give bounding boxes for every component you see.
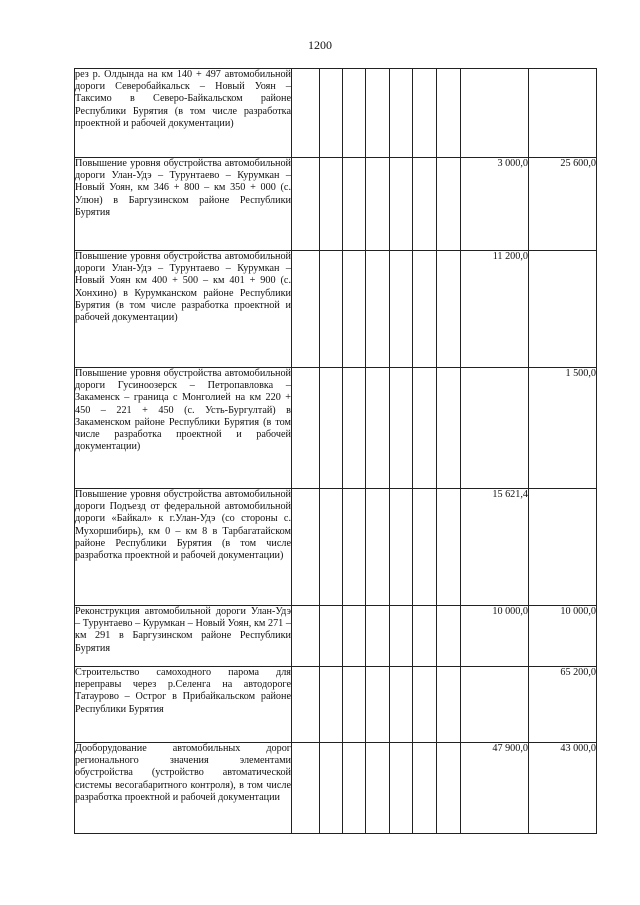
empty-cell xyxy=(320,606,343,667)
table-row xyxy=(75,368,597,489)
empty-cell xyxy=(413,69,437,158)
table-row xyxy=(75,158,597,251)
empty-cell xyxy=(390,251,413,368)
amount-col-1 xyxy=(461,667,529,743)
empty-cell xyxy=(390,368,413,489)
budget-table xyxy=(74,68,597,834)
empty-cell xyxy=(413,158,437,251)
empty-cell xyxy=(320,489,343,606)
empty-cell xyxy=(320,368,343,489)
empty-cell xyxy=(292,69,320,158)
empty-cell xyxy=(366,606,390,667)
empty-cell xyxy=(343,606,366,667)
empty-cell xyxy=(413,251,437,368)
empty-cell xyxy=(413,606,437,667)
table-row xyxy=(75,69,597,158)
project-description: Дооборудование автомобильных дорог регионального значения элементами обустройства (устройство автоматической системы весогабаритного контроля), в том числе разработка проектной и рабочей документации xyxy=(75,743,292,834)
empty-cell xyxy=(437,606,461,667)
empty-cell xyxy=(437,667,461,743)
empty-cell xyxy=(390,743,413,834)
empty-cell xyxy=(437,368,461,489)
empty-cell xyxy=(343,251,366,368)
project-description: рез р. Олдында на км 140 + 497 автомобильной дороги Северобайкальск – Новый Уоян – Таксимо в Северо-Байкальском районе Республики Бурятия (в том числе разработка проектной и рабочей документации) xyxy=(75,69,292,158)
amount-col-1 xyxy=(461,69,529,158)
amount-col-1 xyxy=(461,368,529,489)
empty-cell xyxy=(390,158,413,251)
empty-cell xyxy=(390,69,413,158)
empty-cell xyxy=(413,368,437,489)
table-row xyxy=(75,606,597,667)
table-row xyxy=(75,743,597,834)
empty-cell xyxy=(437,251,461,368)
empty-cell xyxy=(413,489,437,606)
empty-cell xyxy=(343,489,366,606)
empty-cell xyxy=(292,606,320,667)
empty-cell xyxy=(292,251,320,368)
empty-cell xyxy=(343,69,366,158)
empty-cell xyxy=(292,368,320,489)
empty-cell xyxy=(292,489,320,606)
empty-cell xyxy=(320,251,343,368)
project-description: Повышение уровня обустройства автомобильной дороги Подъезд от федеральной автомобильной дороги «Байкал» к г.Улан-Удэ (со стороны с. Мухоршибирь), км 0 – км 8 в Тарбагатайском районе Республики Бурятия (в том числе разработка проектной и рабочей документации) xyxy=(75,489,292,606)
amount-col-2 xyxy=(529,69,597,158)
empty-cell xyxy=(343,743,366,834)
empty-cell xyxy=(390,489,413,606)
amount-col-1: 15 621,4 xyxy=(461,489,529,606)
empty-cell xyxy=(413,743,437,834)
empty-cell xyxy=(320,158,343,251)
empty-cell xyxy=(366,69,390,158)
amount-col-2 xyxy=(529,489,597,606)
empty-cell xyxy=(366,743,390,834)
empty-cell xyxy=(366,251,390,368)
empty-cell xyxy=(437,69,461,158)
project-description: Реконструкция автомобильной дороги Улан-Удэ – Турунтаево – Курумкан – Новый Уоян, км 271 – км 291 в Баргузинском районе Республики Бурятия xyxy=(75,606,292,667)
empty-cell xyxy=(437,158,461,251)
project-description: Повышение уровня обустройства автомобильной дороги Гусиноозерск – Петропавловка – Закаменск – граница с Монголией на км 220 + 450 – 221 + 450 (с. Усть-Бургултай) в Закаменском районе Республики Бурятия (в том числе разработка проектной и рабочей документации) xyxy=(75,368,292,489)
empty-cell xyxy=(413,667,437,743)
amount-col-2: 25 600,0 xyxy=(529,158,597,251)
empty-cell xyxy=(390,606,413,667)
empty-cell xyxy=(437,489,461,606)
table-row xyxy=(75,251,597,368)
table-row xyxy=(75,489,597,606)
project-description: Повышение уровня обустройства автомобильной дороги Улан-Удэ – Турунтаево – Курумкан – Новый Уоян км 400 + 500 – км 401 + 900 (с. Хонхино) в Курумканском районе Республики Бурятия (в том числе разработка проектной и рабочей документации) xyxy=(75,251,292,368)
amount-col-2: 65 200,0 xyxy=(529,667,597,743)
empty-cell xyxy=(292,158,320,251)
empty-cell xyxy=(292,743,320,834)
empty-cell xyxy=(366,667,390,743)
empty-cell xyxy=(320,69,343,158)
amount-col-2 xyxy=(529,251,597,368)
empty-cell xyxy=(343,368,366,489)
empty-cell xyxy=(343,667,366,743)
empty-cell xyxy=(292,667,320,743)
amount-col-1: 3 000,0 xyxy=(461,158,529,251)
empty-cell xyxy=(320,743,343,834)
project-description: Строительство самоходного парома для переправы через р.Селенга на автодороге Татаурово – Острог в Прибайкальском районе Республики Бурятия xyxy=(75,667,292,743)
empty-cell xyxy=(366,368,390,489)
empty-cell xyxy=(390,667,413,743)
empty-cell xyxy=(343,158,366,251)
table-row xyxy=(75,667,597,743)
amount-col-2: 1 500,0 xyxy=(529,368,597,489)
amount-col-2: 10 000,0 xyxy=(529,606,597,667)
page-number: 1200 xyxy=(308,38,332,52)
amount-col-1: 10 000,0 xyxy=(461,606,529,667)
empty-cell xyxy=(437,743,461,834)
amount-col-1: 47 900,0 xyxy=(461,743,529,834)
project-description: Повышение уровня обустройства автомобильной дороги Улан-Удэ – Турунтаево – Курумкан – Новый Уоян, км 346 + 800 – км 350 + 000 (с. Улюн) в Баргузинском районе Республики Бурятия xyxy=(75,158,292,251)
empty-cell xyxy=(320,667,343,743)
empty-cell xyxy=(366,158,390,251)
amount-col-1: 11 200,0 xyxy=(461,251,529,368)
amount-col-2: 43 000,0 xyxy=(529,743,597,834)
empty-cell xyxy=(366,489,390,606)
